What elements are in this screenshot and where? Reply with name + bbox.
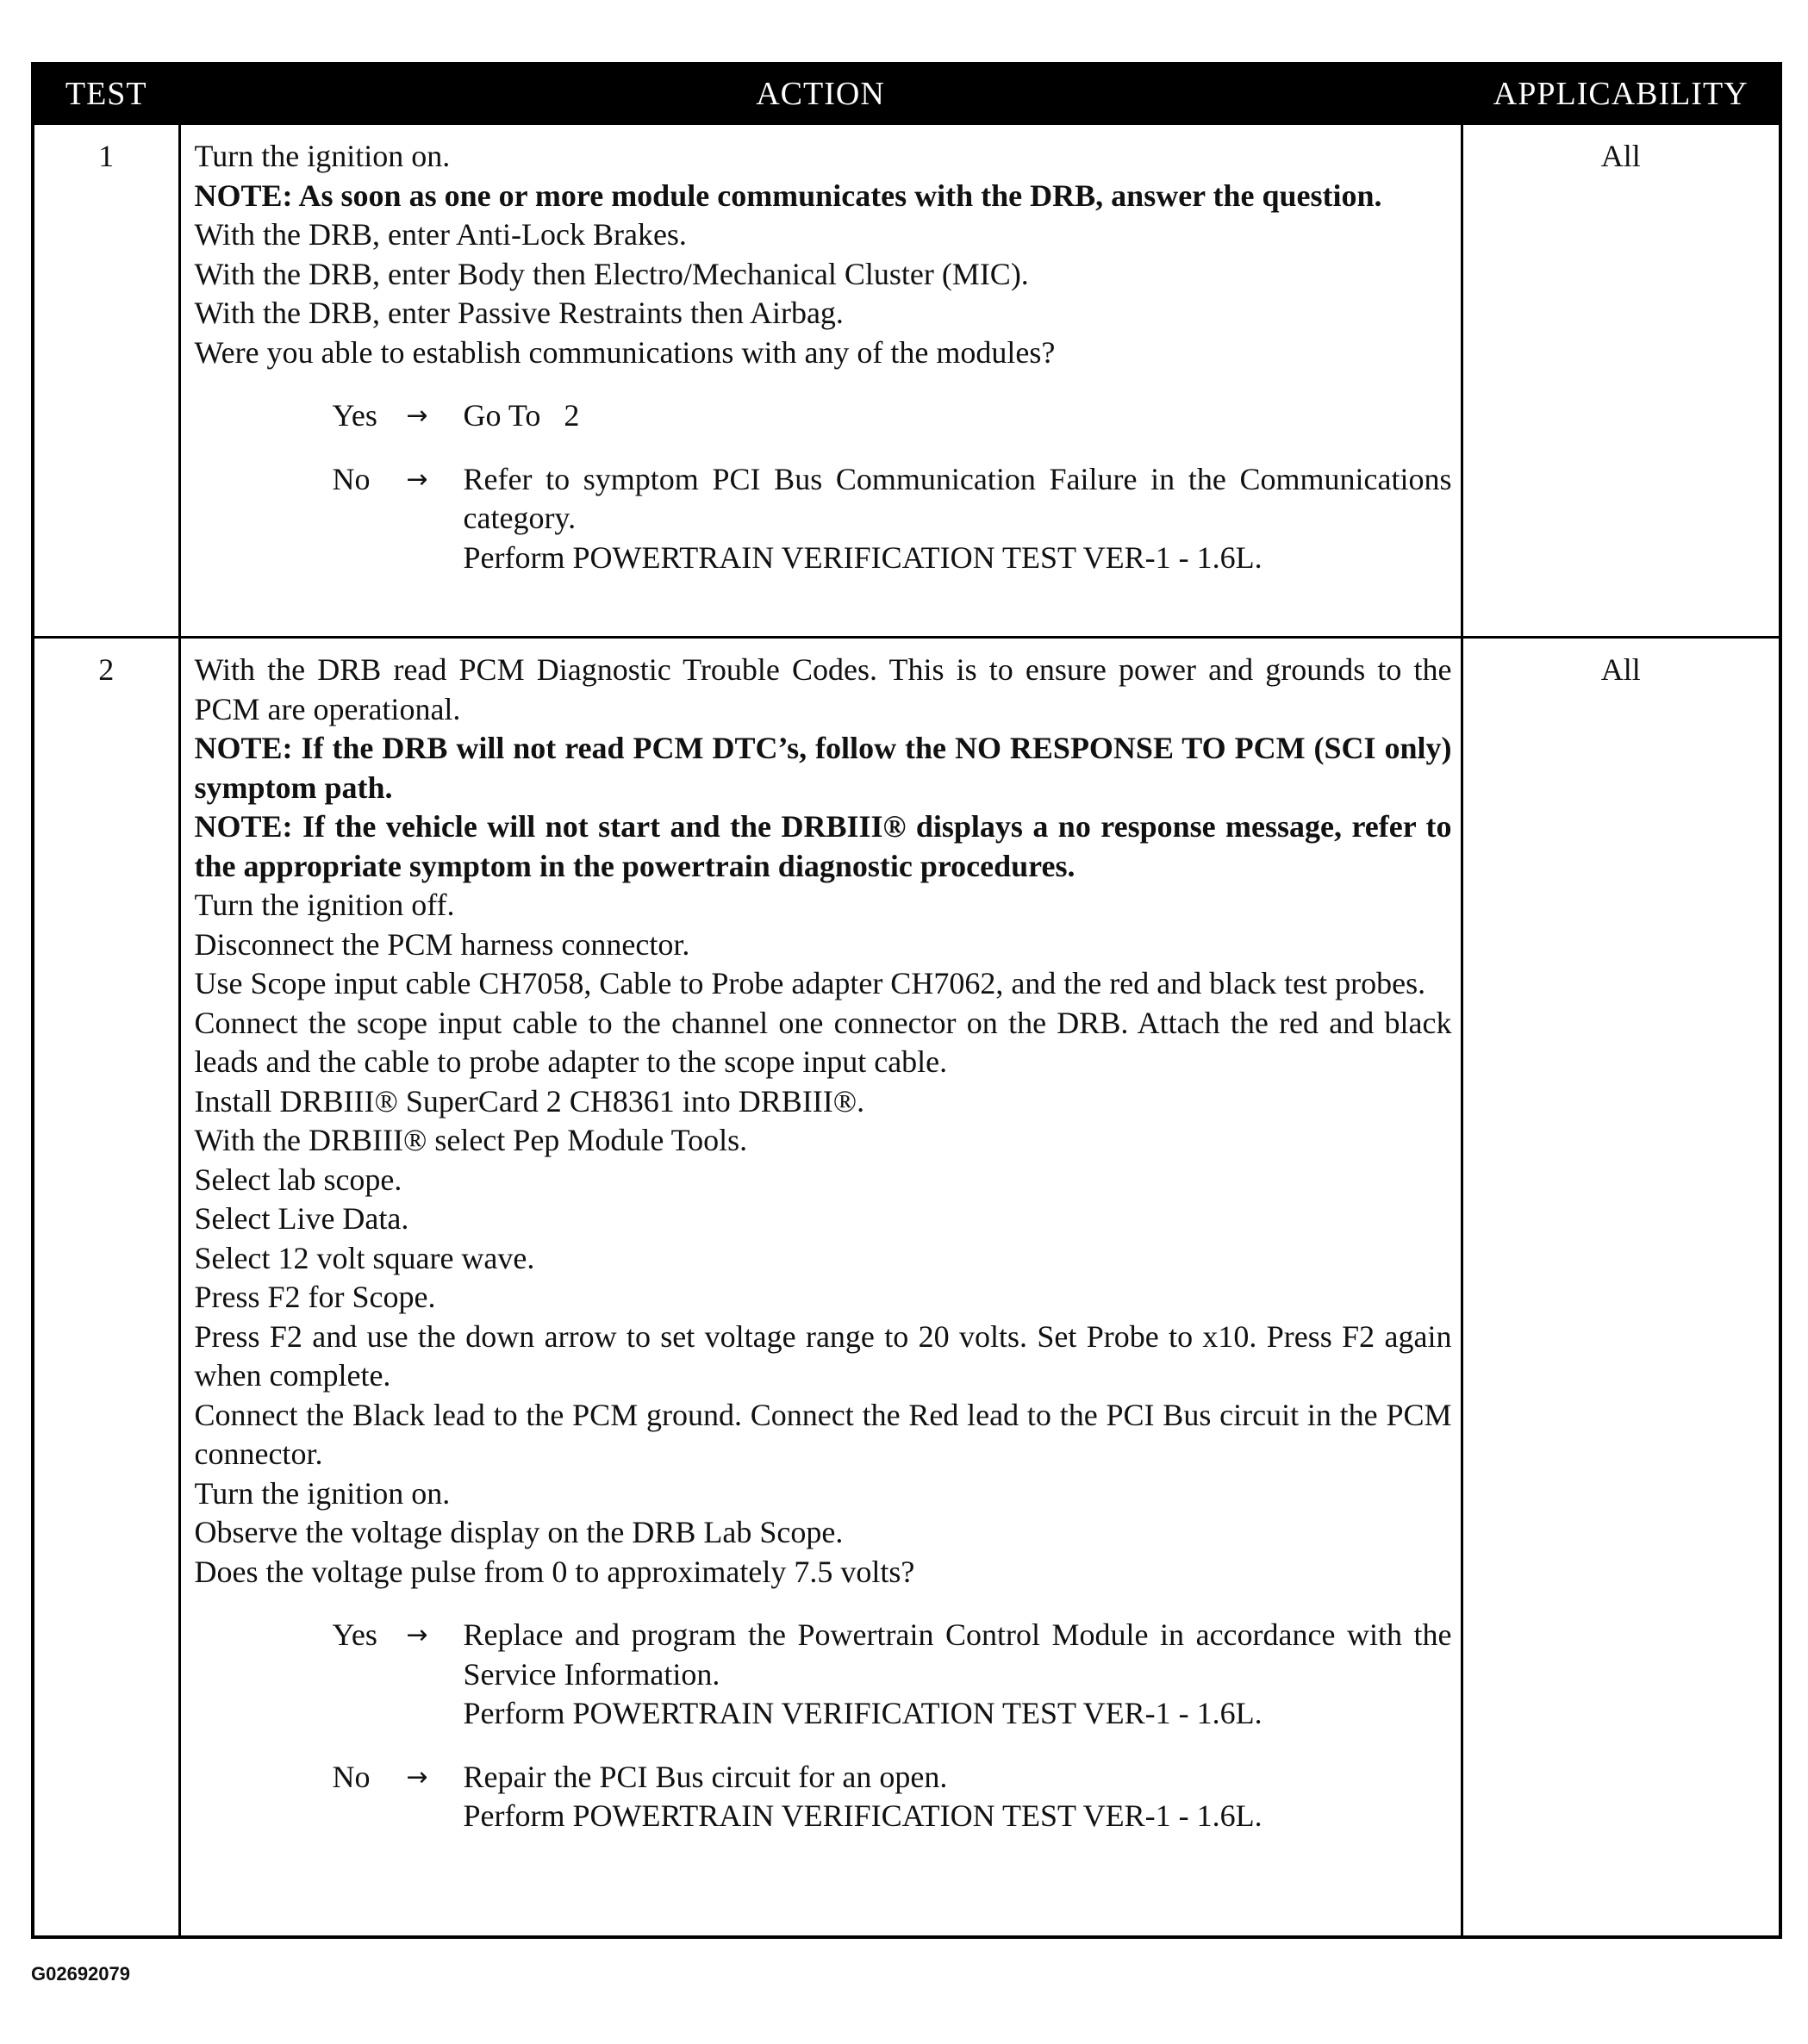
- action-line: Observe the voltage display on the DRB Lab Scope.: [194, 1515, 844, 1549]
- header-test: TEST: [33, 64, 179, 124]
- action-note: NOTE: If the vehicle will not start and the DRBIII® displays a no response message, refer to the appropriate symptom in the powertrain diagnostic procedures.: [194, 809, 1452, 883]
- action-line: Use Scope input cable CH7058, Cable to Probe adapter CH7062, and the red and black test probes.: [194, 966, 1426, 1000]
- response-text: Replace and program the Powertrain Control Module in accordance with the Service Information.: [463, 1617, 1452, 1692]
- arrow-icon: →: [406, 401, 428, 431]
- response-text: Perform POWERTRAIN VERIFICATION TEST VER-1 - 1.6L.: [463, 539, 1262, 575]
- response-label: No: [332, 1759, 371, 1794]
- table-header-row: [33, 64, 1780, 124]
- table-row-test-1: [33, 124, 1780, 638]
- action-line: With the DRBIII® select Pep Module Tools.: [194, 1123, 748, 1157]
- diagnostic-page: [31, 62, 1779, 1939]
- response-label: Yes: [332, 1617, 377, 1652]
- action-line: With the DRB, enter Passive Restraints then Airbag.: [194, 296, 844, 330]
- response-no: [333, 1758, 1452, 1836]
- response-label: No: [332, 461, 371, 496]
- action-line: Were you able to establish communications with any of the modules?: [194, 334, 1056, 370]
- response-text: Go To 2: [463, 398, 580, 433]
- header-applicability: APPLICABILITY: [1462, 64, 1780, 124]
- action-note: NOTE: If the DRB will not read PCM DTC’s, follow the NO RESPONSE TO PCM (SCI only) symptom path.: [194, 731, 1452, 805]
- action-cell: [179, 124, 1462, 638]
- action-line: Turn the ignition on.: [194, 1475, 451, 1511]
- action-line: Press F2 and use the down arrow to set voltage range to 20 volts. Set Probe to x10. Press F2 again when complete.: [194, 1318, 1452, 1393]
- applicability-cell: All: [1462, 638, 1780, 1937]
- response-text: Perform POWERTRAIN VERIFICATION TEST VER-1 - 1.6L.: [463, 1798, 1262, 1833]
- table-row-test-2: [33, 638, 1780, 1937]
- action-line: Connect the scope input cable to the channel one connector on the DRB. Attach the red and black leads and the cable to probe adapter to the scope input cable.: [194, 1005, 1452, 1079]
- action-cell: [179, 638, 1462, 1937]
- diagnostic-table: [31, 62, 1782, 1939]
- arrow-icon: →: [406, 1620, 428, 1650]
- action-line: Select 12 volt square wave.: [194, 1240, 535, 1275]
- action-line: Turn the ignition off.: [194, 888, 455, 922]
- action-line: With the DRB read PCM Diagnostic Trouble Codes. This is to ensure power and grounds to the PCM are operational.: [194, 652, 1452, 726]
- action-line: Select Live Data.: [194, 1201, 409, 1236]
- response-label: Yes: [332, 398, 377, 433]
- test-number: 1: [33, 124, 179, 638]
- action-line: Install DRBIII® SuperCard 2 CH8361 into DRBIII®.: [194, 1083, 865, 1119]
- response-no: [333, 460, 1452, 578]
- action-line: Connect the Black lead to the PCM ground. Connect the Red lead to the PCI Bus circuit in the PCM connector.: [194, 1397, 1452, 1471]
- action-line: Disconnect the PCM harness connector.: [194, 926, 690, 962]
- action-line: Select lab scope.: [194, 1162, 402, 1197]
- test-number: 2: [33, 638, 179, 1937]
- response-yes: [333, 396, 1452, 436]
- response-text: Refer to symptom PCI Bus Communication Failure in the Communications category.: [463, 461, 1452, 535]
- action-line: With the DRB, enter Anti-Lock Brakes.: [194, 217, 687, 252]
- header-action: ACTION: [179, 64, 1462, 124]
- response-text: Repair the PCI Bus circuit for an open.: [463, 1759, 948, 1794]
- action-line: Does the voltage pulse from 0 to approximately 7.5 volts?: [194, 1554, 915, 1589]
- action-line: Turn the ignition on.: [194, 139, 451, 173]
- figure-id-caption: G02692079: [31, 1963, 130, 1985]
- response-text: Perform POWERTRAIN VERIFICATION TEST VER-1 - 1.6L.: [463, 1696, 1262, 1730]
- arrow-icon: →: [406, 1761, 428, 1792]
- action-note: NOTE: As soon as one or more module communicates with the DRB, answer the question.: [194, 178, 1382, 213]
- arrow-icon: →: [406, 464, 428, 495]
- action-line: Press F2 for Scope.: [194, 1280, 436, 1314]
- applicability-cell: All: [1462, 124, 1780, 638]
- response-yes: [333, 1616, 1452, 1734]
- action-line: With the DRB, enter Body then Electro/Mechanical Cluster (MIC).: [194, 256, 1029, 291]
